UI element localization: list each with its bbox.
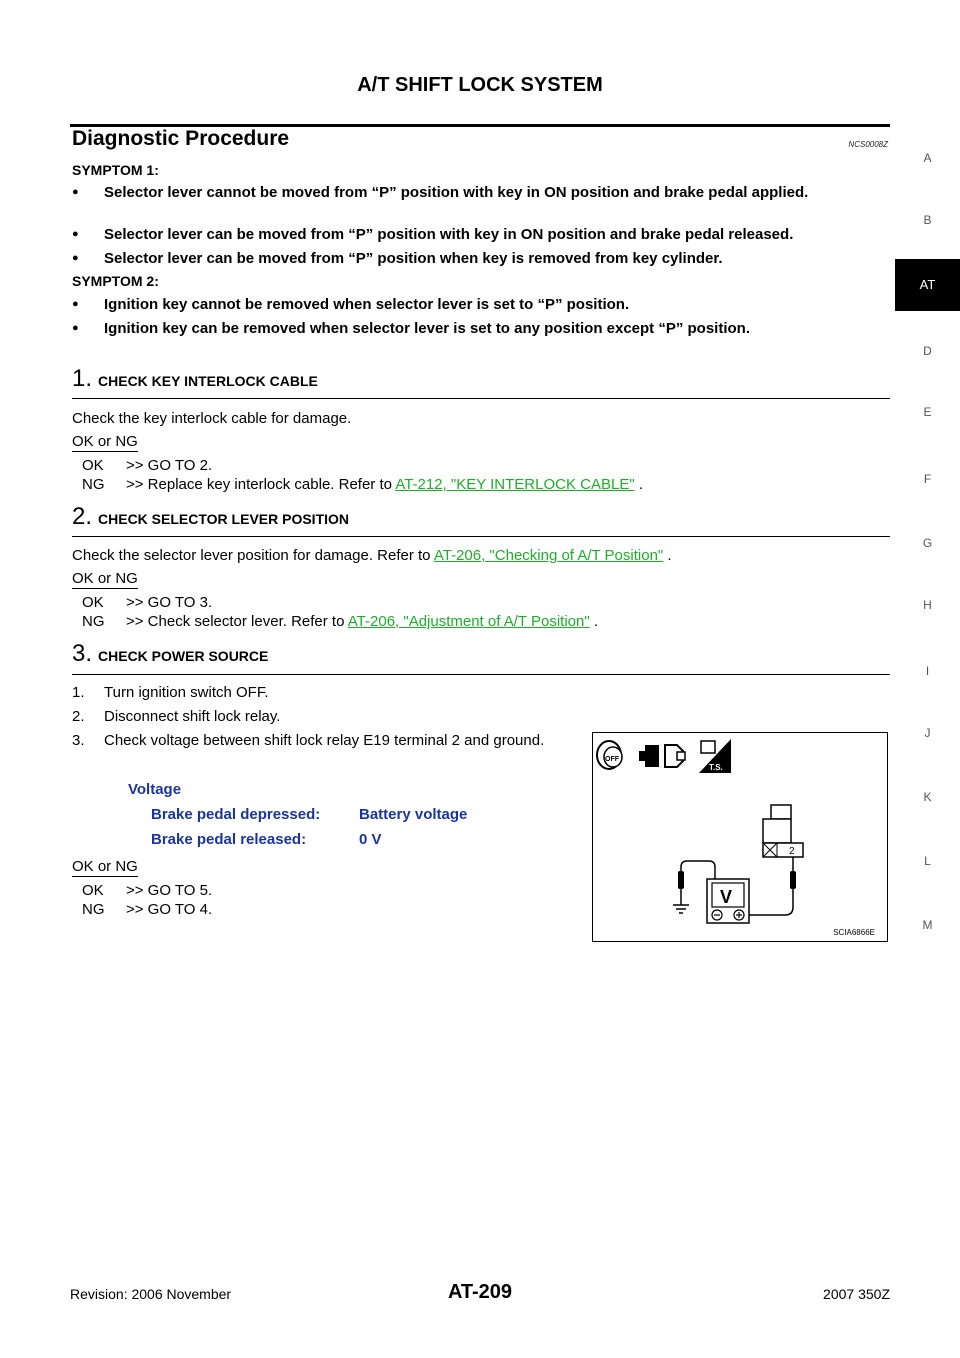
page-header-title: A/T SHIFT LOCK SYSTEM xyxy=(357,74,603,96)
tab-k[interactable]: K xyxy=(923,790,932,804)
symptom1-item: ● Selector lever can be moved from “P” position with key in ON position and brake pedal released. xyxy=(72,226,794,243)
tab-m[interactable]: M xyxy=(922,918,933,932)
step3-list-item: 1. Turn ignition switch OFF. xyxy=(72,684,269,701)
connector-disconnect-icon xyxy=(639,745,685,767)
svg-text:V: V xyxy=(720,887,733,907)
step3-ok-response: OK >> GO TO 5. xyxy=(82,882,213,899)
link-adjustment-at-position[interactable]: AT-206, "Adjustment of A/T Position" xyxy=(347,613,590,630)
voltage-label: Voltage xyxy=(128,781,182,798)
symptom1-item: ● Selector lever can be moved from “P” position when key is removed from key cylinder. xyxy=(72,250,723,267)
voltmeter-icon xyxy=(707,879,749,923)
footer-page-number: AT-209 xyxy=(447,1281,513,1303)
section-code: NCS0008Z xyxy=(848,140,888,149)
tab-j[interactable]: J xyxy=(924,726,931,740)
ignition-key-icon xyxy=(597,741,622,769)
tab-i[interactable]: I xyxy=(925,664,930,678)
step3-ng-response: NG >> GO TO 4. xyxy=(82,901,213,918)
footer-model: 2007 350Z xyxy=(823,1286,890,1302)
tab-f[interactable]: F xyxy=(923,472,932,486)
symptom1-item: ● Selector lever cannot be moved from “P” position with key in ON position and brake pedal applied. xyxy=(72,184,809,201)
bullet-icon: ● xyxy=(72,186,79,198)
step3-list-item: 3. Check voltage between shift lock relay E19 terminal 2 and ground. xyxy=(72,732,545,749)
condition-label: Brake pedal released: xyxy=(151,831,307,848)
tab-d[interactable]: D xyxy=(923,344,932,358)
relay-connector xyxy=(763,805,803,857)
step1-divider xyxy=(72,398,890,399)
figure-code: SCIA6866E xyxy=(833,928,875,937)
symptom2-item: ● Ignition key can be removed when selector lever is set to any position except “P” position. xyxy=(72,320,751,337)
tab-h[interactable]: H xyxy=(923,598,932,612)
step1-ng-response: NG >> Replace key interlock cable. Refer to AT-212, "KEY INTERLOCK CABLE" . xyxy=(82,476,644,493)
step3-divider xyxy=(72,674,890,675)
step2-text: Check the selector lever position for damage. Refer to AT-206, "Checking of A/T Position" . xyxy=(72,547,672,564)
bullet-icon: ● xyxy=(72,252,79,264)
condition-label: Brake pedal depressed: xyxy=(151,806,321,823)
section-title: Diagnostic Procedure xyxy=(72,127,290,150)
tab-a[interactable]: A xyxy=(923,151,932,165)
step3-list-item: 2. Disconnect shift lock relay. xyxy=(72,708,281,725)
link-key-interlock-cable[interactable]: AT-212, "KEY INTERLOCK CABLE" xyxy=(395,476,635,493)
link-checking-at-position[interactable]: AT-206, "Checking of A/T Position" xyxy=(433,547,664,564)
step2-divider xyxy=(72,536,890,537)
voltage-check-figure xyxy=(592,732,888,942)
svg-text:2: 2 xyxy=(789,846,795,857)
bullet-icon: ● xyxy=(72,298,79,310)
tab-b[interactable]: B xyxy=(923,213,932,227)
symptom1-label: SYMPTOM 1: xyxy=(72,162,159,178)
step2-okng: OK or NG xyxy=(72,570,138,587)
tab-l[interactable]: L xyxy=(924,854,931,868)
symptom2-label: SYMPTOM 2: xyxy=(72,273,159,289)
step2-ok-response: OK >> GO TO 3. xyxy=(82,594,213,611)
step1-okng: OK or NG xyxy=(72,433,138,450)
step1-heading: 1. CHECK KEY INTERLOCK CABLE xyxy=(72,365,318,392)
wiring-diagram xyxy=(593,733,887,941)
condition-value: 0 V xyxy=(359,831,382,848)
step3-heading: 3. CHECK POWER SOURCE xyxy=(72,640,269,667)
bullet-icon: ● xyxy=(72,322,79,334)
tab-e[interactable]: E xyxy=(923,405,932,419)
step1-ok-response: OK >> GO TO 2. xyxy=(82,457,213,474)
symptom2-item: ● Ignition key cannot be removed when selector lever is set to “P” position. xyxy=(72,296,630,313)
svg-text:OFF: OFF xyxy=(605,756,619,763)
condition-value: Battery voltage xyxy=(359,806,468,823)
step3-okng: OK or NG xyxy=(72,858,138,875)
step1-text: Check the key interlock cable for damage. xyxy=(72,410,352,427)
step2-ng-response: NG >> Check selector lever. Refer to AT-206, "Adjustment of A/T Position" . xyxy=(82,613,599,630)
footer-revision: Revision: 2006 November xyxy=(70,1286,232,1302)
ts-icon xyxy=(699,739,731,773)
bullet-icon: ● xyxy=(72,228,79,240)
tab-g[interactable]: G xyxy=(922,536,933,550)
step2-heading: 2. CHECK SELECTOR LEVER POSITION xyxy=(72,503,350,530)
tab-at[interactable]: AT xyxy=(895,259,960,311)
svg-text:T.S.: T.S. xyxy=(709,763,723,772)
section-tabs xyxy=(895,0,960,1000)
